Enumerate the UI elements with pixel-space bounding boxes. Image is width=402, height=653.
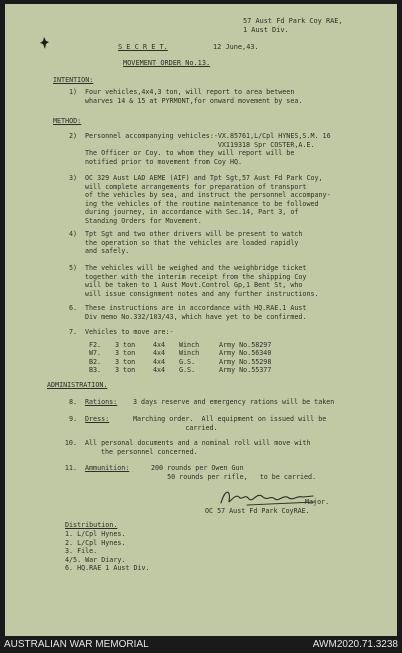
section-method: METHOD:: [53, 117, 82, 125]
table-row: B3. 3 ton 4x4 G.S. Army No.55377: [89, 366, 272, 375]
unit-line-2: 1 Aust Div.: [243, 26, 289, 34]
list-item: 6. HQ.RAE 1 Aust Div.: [65, 564, 150, 572]
distribution-heading: Distribution.: [65, 521, 118, 529]
method-para-5: 5) The vehicles will be weighed and the weighbridge ticket together with the interim receipt from the shipping Coy will be taken to 1 Aust Movt.Control Gp,1 Bent St, who will issue consignment notes and any further instructions.: [68, 264, 319, 298]
classification: S E C R E T.: [118, 43, 168, 51]
document-date: 12 June,43.: [213, 43, 259, 51]
table-row: F2. 3 ton 4x4 Winch Army No.58297: [89, 341, 272, 349]
list-item: 3. File.: [65, 547, 98, 555]
admin-para-10: 10. All personal documents and a nominal roll will move with the personnel concerned.: [64, 439, 311, 456]
vehicle-table: [89, 341, 275, 375]
archive-footer: [0, 636, 402, 653]
punch-hole-mark: [40, 37, 49, 49]
method-para-3: 3) OC 329 Aust LAD AEME (AIF) and Tpt Sgt,57 Aust Fd Park Coy, will complete arrangements for preparation of transport of the vehicles by sea, and instruct the personnel accompany- ing the vehicles of the routine maintenance to be followed during journey, in accordance with Sec.14, Part 3, of Standing Orders for Movement.: [68, 174, 331, 225]
table-row: B2. 3 ton 4x4 G.S. Army No.55298: [89, 357, 272, 366]
section-intention: INTENTION:: [53, 76, 94, 84]
archive-name: AUSTRALIAN WAR MEMORIAL: [4, 639, 149, 650]
method-para-2: 2) Personnel accompanying vehicles:-VX.85761,L/Cpl HYNES,S.M. 16 VX119318 Spr COSTER,A.E. The Officer or Coy. to whom they will report will be notified prior to movement from Coy HQ.: [68, 132, 331, 166]
list-item: 2. L/Cpl Hynes.: [65, 538, 126, 547]
admin-para-11: 11. Ammunition: 200 rounds per Owen Gun 50 rounds per rifle, to be carried.: [64, 464, 317, 481]
method-para-6: 6. These instructions are in accordance with HQ.RAE.1 Aust Div memo No.332/103/43, which have yet to be confirmed.: [68, 304, 307, 321]
intention-para-1: 1) Four vehicles,4x4,3 ton, will report to area between wharves 14 & 15 at PYRMONT,for onward movement by sea.: [68, 88, 303, 105]
unit-line-1: 57 Aust Fd Park Coy RAE,: [243, 17, 343, 25]
document-title: MOVEMENT ORDER No.13.: [123, 59, 211, 67]
method-para-7: 7. Vehicles to move are:-: [68, 328, 174, 336]
archive-reference: AWM2020.71.3238: [312, 639, 398, 650]
method-para-4: 4) Tpt Sgt and two other drivers will be present to watch the operation so that the vehicles are loaded rapidly and safely.: [68, 230, 303, 255]
admin-para-8: 8. Rations: 3 days reserve and emergency rations will be taken: [68, 398, 335, 406]
signature-rank: Major.: [305, 498, 330, 506]
section-administration: ADMINISTRATION.: [47, 381, 108, 389]
signature-block: OC 57 Aust Fd Park CoyRAE.: [205, 507, 310, 515]
admin-para-9: 9. Dress: Marching order. All equipment on issued will be carried.: [68, 415, 327, 432]
document-page: [5, 4, 397, 636]
list-item: 1. L/Cpl Hynes.: [65, 530, 126, 538]
table-row: W7. 3 ton 4x4 Winch Army No.56340: [89, 349, 272, 358]
list-item: 4/5. War Diary.: [65, 555, 126, 564]
